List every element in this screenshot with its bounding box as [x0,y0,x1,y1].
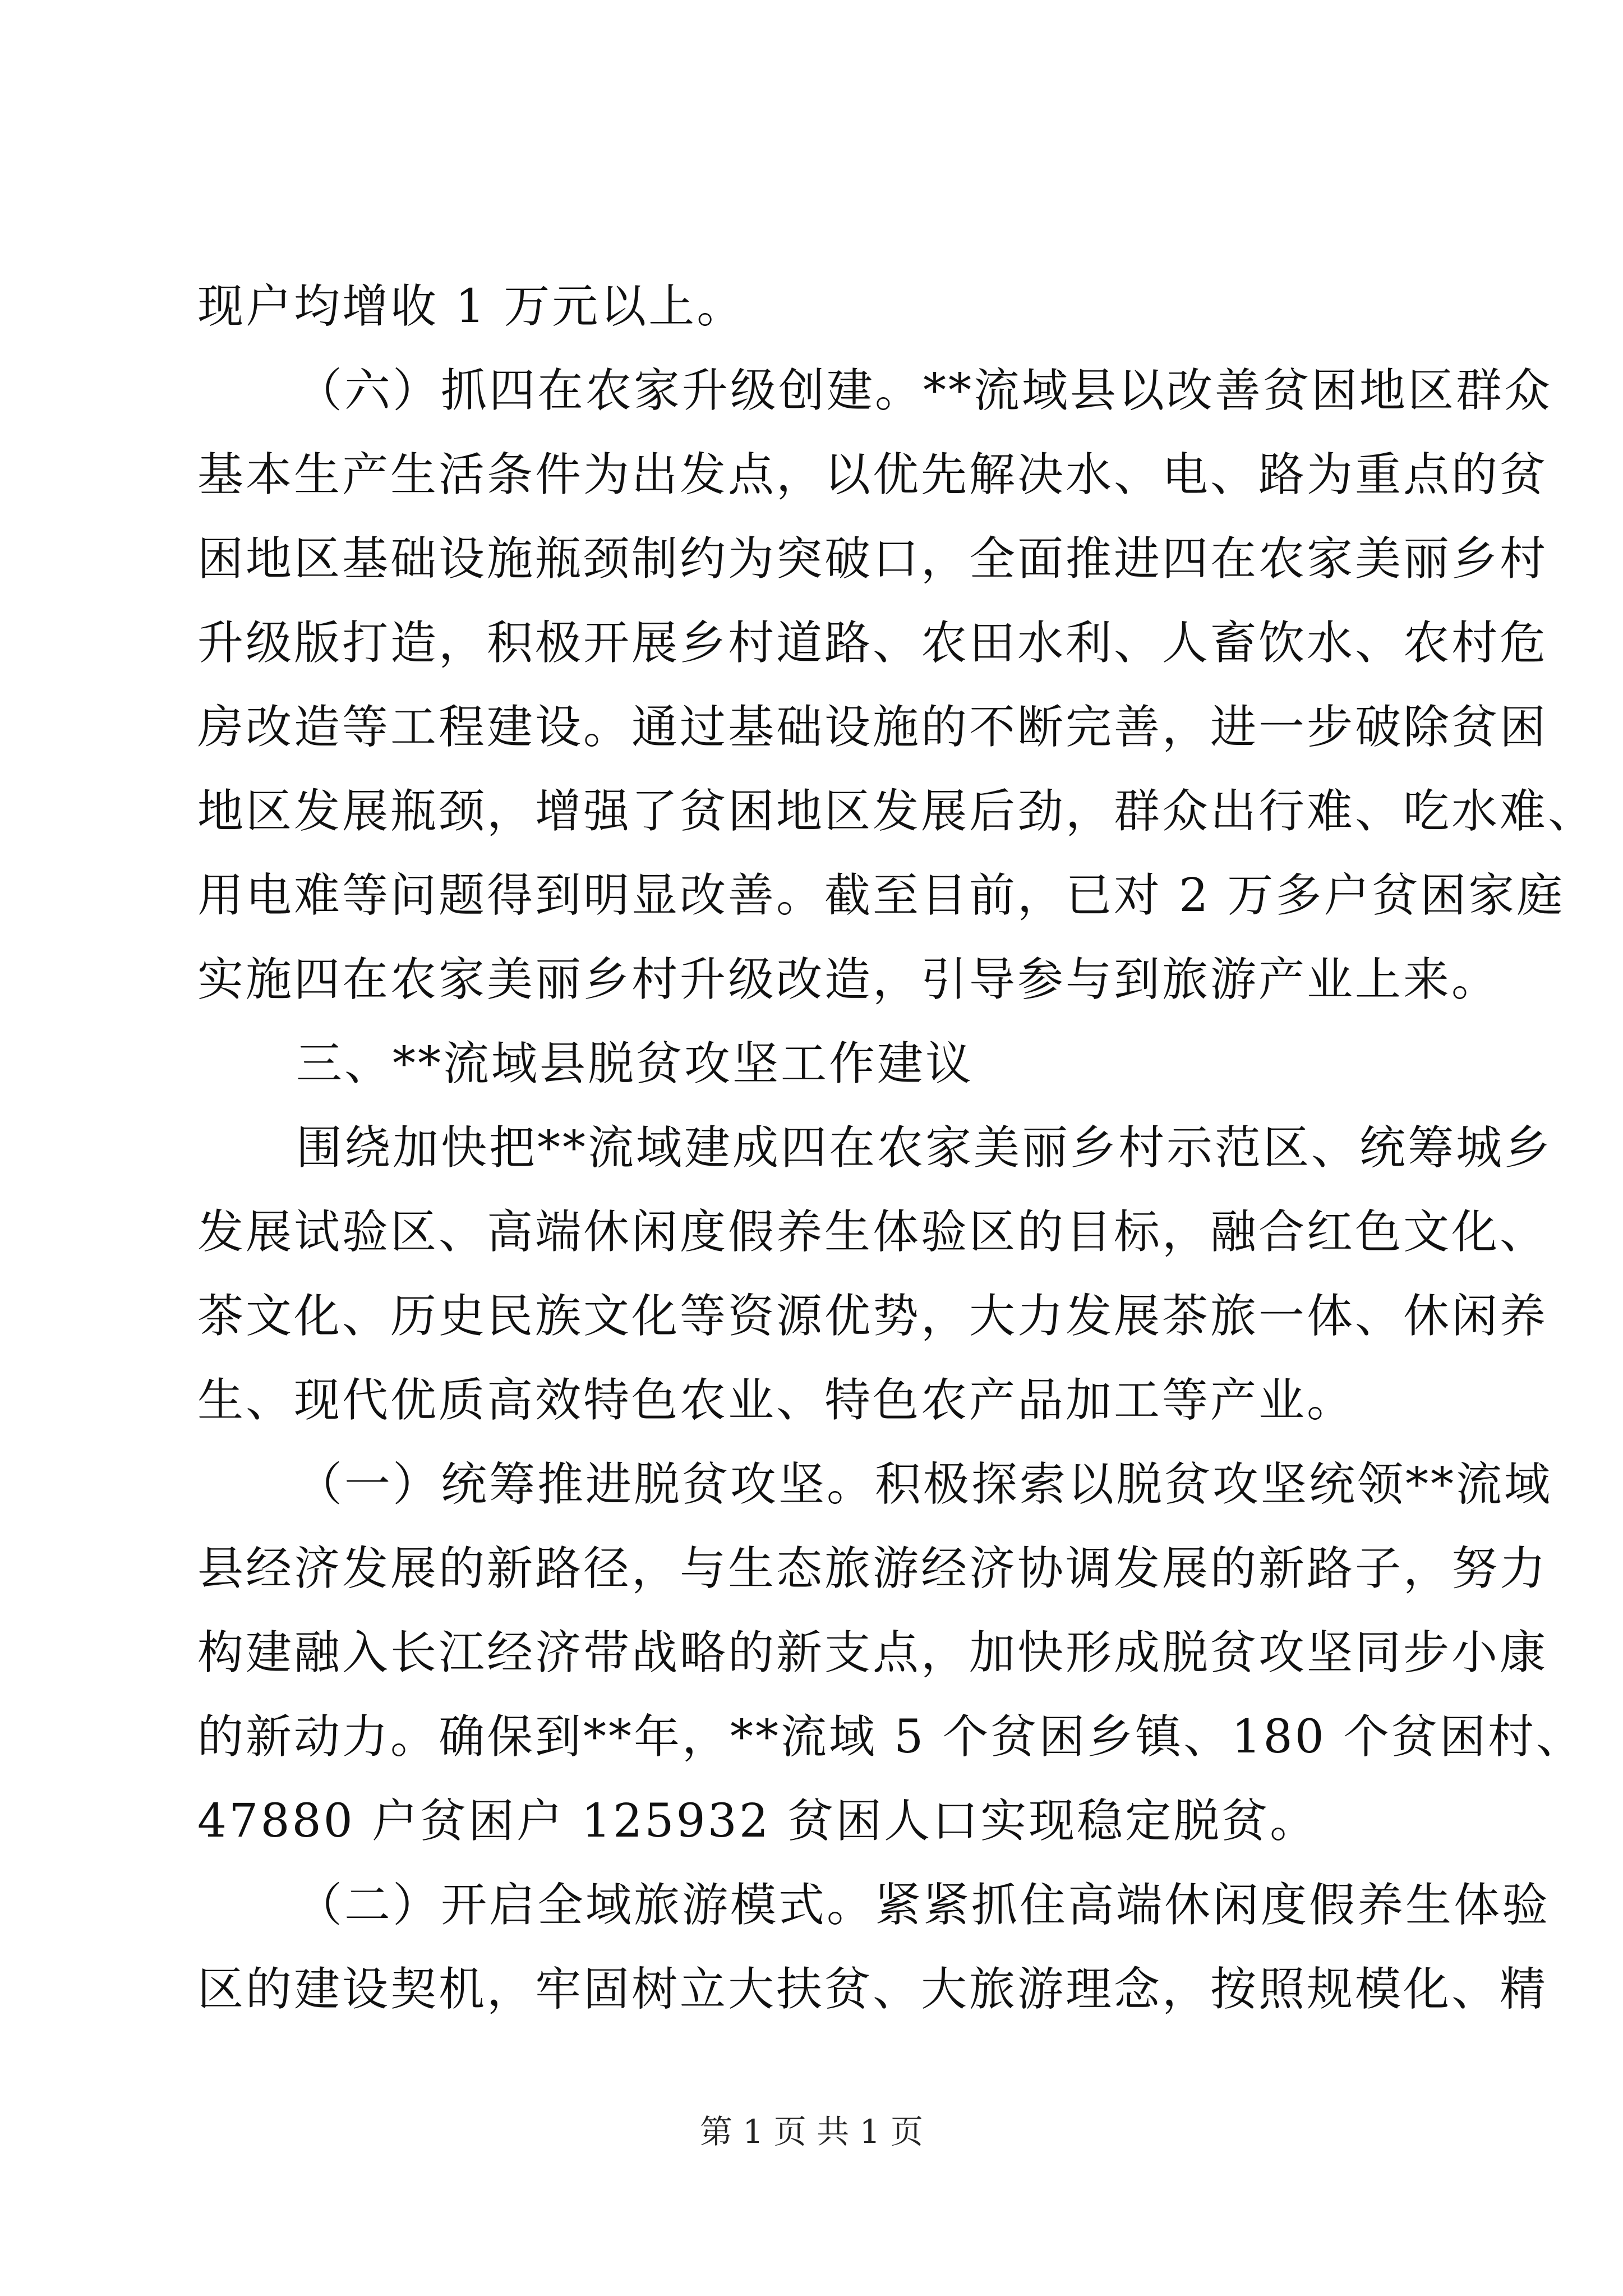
text-line: 困地区基础设施瓶颈制约为突破口，全面推进四在农家美丽乡村 [197,532,1548,586]
text-line: 县经济发展的新路径，与生态旅游经济协调发展的新路子，努力 [197,1542,1548,1595]
document-body [197,265,1597,2032]
text-line: 区的建设契机，牢固树立大扶贫、大旅游理念，按照规模化、精 [197,1963,1548,2016]
text-line: 47880 户贫困户 125932 贫困人口实现稳定脱贫。 [197,1795,1318,1848]
text-line: 的新动力。确保到**年，**流域 5 个贫困乡镇、180 个贫困村、 [197,1710,1584,1764]
text-line: 围绕加快把**流域建成四在农家美丽乡村示范区、统筹城乡 [296,1121,1553,1175]
page-footer [0,2109,1623,2154]
text-line: 地区发展瓶颈，增强了贫困地区发展后劲，群众出行难、吃水难、 [197,785,1597,838]
text-line: 发展试验区、高端休闲度假养生体验区的目标，融合红色文化、 [197,1205,1548,1259]
text-line: 基本生产生活条件为出发点，以优先解决水、电、路为重点的贫 [197,448,1548,501]
text-line: 用电难等问题得到明显改善。截至目前，已对 2 万多户贫困家庭 [197,869,1565,922]
text-line: 实施四在农家美丽乡村升级改造，引导参与到旅游产业上来。 [197,953,1500,1006]
text-line: 生、现代优质高效特色农业、特色农产品加工等产业。 [197,1374,1355,1427]
text-line: 升级版打造，积极开展乡村道路、农田水利、人畜饮水、农村危 [197,616,1548,670]
text-line: 构建融入长江经济带战略的新支点，加快形成脱贫攻坚同步小康 [197,1626,1548,1680]
section-heading: 三、**流域县脱贫攻坚工作建议 [296,1037,974,1091]
text-line: （二）开启全域旅游模式。紧紧抓住高端休闲度假养生体验 [296,1879,1551,1932]
text-line: 房改造等工程建设。通过基础设施的不断完善，进一步破除贫困 [197,701,1548,754]
text-line: （一）统筹推进脱贫攻坚。积极探索以脱贫攻坚统领**流域 [296,1458,1553,1511]
page-number-label: 第 1 页 共 1 页 [700,2113,923,2151]
text-line: （六）抓四在农家升级创建。**流域县以改善贫困地区群众 [296,364,1553,417]
text-line: 现户均增收 1 万元以上。 [197,280,745,333]
text-line: 茶文化、历史民族文化等资源优势，大力发展茶旅一体、休闲养 [197,1290,1548,1343]
